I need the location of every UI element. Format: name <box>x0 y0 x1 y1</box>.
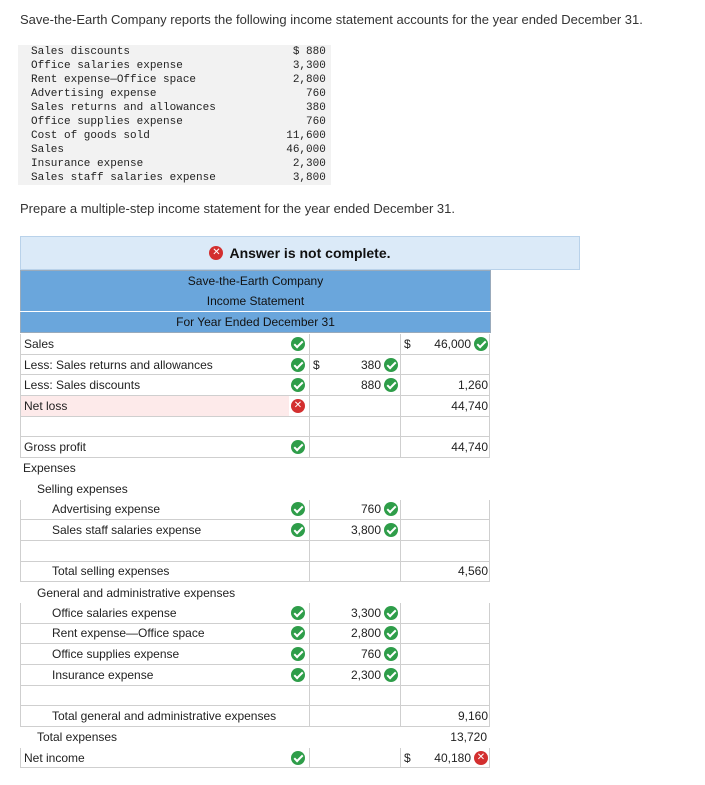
accounts-list <box>18 45 331 185</box>
total-value: 13,720 <box>450 730 487 745</box>
error-icon: ✕ <box>474 751 488 765</box>
account-amount: 11,600 <box>216 129 331 143</box>
income-statement-table <box>20 334 490 768</box>
row-check <box>289 562 307 582</box>
check-icon <box>291 337 305 351</box>
row-label-input: General and administrative expenses <box>37 585 236 600</box>
account-row <box>18 115 331 129</box>
total-input[interactable] <box>400 541 490 561</box>
row-label-input[interactable] <box>21 417 289 437</box>
amount-input <box>308 727 399 748</box>
total-value: 1,260 <box>457 378 488 393</box>
row-check <box>289 665 307 685</box>
row-check <box>289 500 307 520</box>
total-input[interactable] <box>400 562 490 582</box>
total-input[interactable] <box>400 706 490 726</box>
amount-input[interactable] <box>309 748 400 768</box>
row-label-input[interactable]: Office supplies expense <box>52 647 180 662</box>
amount-value: 760 <box>360 647 381 662</box>
row-check <box>289 437 307 457</box>
account-name: Sales discounts <box>18 45 216 59</box>
amount-input[interactable] <box>309 355 400 375</box>
statement-row <box>20 686 490 707</box>
check-icon <box>384 626 398 640</box>
account-row <box>18 143 331 157</box>
amount-value: 880 <box>360 378 381 393</box>
statement-row <box>20 396 490 417</box>
amount-input[interactable] <box>309 437 400 457</box>
statement-row <box>20 375 490 396</box>
account-amount: 3,300 <box>216 59 331 73</box>
account-amount: 380 <box>216 101 331 115</box>
statement-row <box>20 479 490 500</box>
account-name: Sales <box>18 143 216 157</box>
row-label-input[interactable]: Net loss <box>21 396 289 416</box>
account-row <box>18 59 331 73</box>
row-check <box>289 396 307 416</box>
row-check <box>289 624 307 644</box>
amount-value: 2,800 <box>350 626 381 641</box>
amount-value: 2,300 <box>350 667 381 682</box>
account-name: Cost of goods sold <box>18 129 216 143</box>
check-icon <box>384 502 398 516</box>
statement-row <box>20 417 490 438</box>
amount-value: 3,300 <box>350 605 381 620</box>
row-label-input: Expenses <box>23 461 76 476</box>
amount-input[interactable] <box>309 644 400 664</box>
problem-intro: Save-the-Earth Company reports the following income statement accounts for the year ended December 31. <box>20 12 643 27</box>
account-name: Insurance expense <box>18 157 216 171</box>
row-label-input: Total expenses <box>37 730 118 745</box>
check-icon <box>291 440 305 454</box>
account-name: Sales returns and allowances <box>18 101 216 115</box>
row-label-input[interactable]: Less: Sales discounts <box>24 378 141 393</box>
statement-row <box>20 644 490 665</box>
check-icon <box>291 358 305 372</box>
account-name: Office salaries expense <box>18 59 216 73</box>
answer-status-banner <box>20 236 580 270</box>
total-input[interactable] <box>400 417 490 437</box>
check-icon <box>291 751 305 765</box>
banner-text: Answer is not complete. <box>229 245 391 261</box>
amount-input[interactable] <box>309 334 400 354</box>
check-icon <box>291 668 305 682</box>
total-value: 44,740 <box>451 398 488 413</box>
dollar-sign: $ <box>313 357 320 372</box>
total-input <box>399 727 489 748</box>
statement-row <box>20 458 490 479</box>
row-check <box>289 520 307 540</box>
account-amount: 3,800 <box>216 171 331 185</box>
statement-row <box>20 706 490 727</box>
total-input[interactable] <box>400 437 490 457</box>
total-value: 4,560 <box>457 564 488 579</box>
account-amount: 760 <box>216 115 331 129</box>
total-input[interactable] <box>400 748 490 768</box>
row-label-input[interactable]: Advertising expense <box>52 502 161 517</box>
total-input[interactable] <box>400 396 490 416</box>
dollar-sign: $ <box>404 336 411 351</box>
total-value: 46,000 <box>434 336 471 351</box>
check-icon <box>384 606 398 620</box>
total-value: 9,160 <box>457 709 488 724</box>
row-label-input[interactable]: Total general and administrative expenses <box>52 709 277 724</box>
row-check <box>289 748 307 768</box>
check-icon <box>291 523 305 537</box>
account-row <box>18 171 331 185</box>
check-icon <box>384 378 398 392</box>
total-input[interactable] <box>400 624 490 644</box>
row-label-input[interactable]: Insurance expense <box>52 667 154 682</box>
total-input[interactable] <box>400 644 490 664</box>
total-input[interactable] <box>400 603 490 623</box>
statement-period: For Year Ended December 31 <box>20 312 491 333</box>
total-input[interactable] <box>400 665 490 685</box>
total-input[interactable] <box>400 520 490 540</box>
row-check <box>289 706 307 726</box>
company-name: Save-the-Earth Company <box>20 270 491 291</box>
statement-row <box>20 334 490 355</box>
total-value: 44,740 <box>451 440 488 455</box>
total-value: 40,180 <box>434 750 471 765</box>
account-name: Office supplies expense <box>18 115 216 129</box>
account-row <box>18 157 331 171</box>
total-input[interactable] <box>400 686 490 706</box>
account-row <box>18 101 331 115</box>
instruction-text: Prepare a multiple-step income statement for the year ended December 31. <box>20 201 456 216</box>
row-check <box>288 727 306 748</box>
check-icon <box>384 647 398 661</box>
row-check <box>289 417 307 437</box>
row-check <box>289 375 307 395</box>
row-label-input[interactable] <box>21 541 289 561</box>
amount-input[interactable] <box>309 706 400 726</box>
check-icon <box>384 668 398 682</box>
amount-input[interactable] <box>309 541 400 561</box>
statement-row <box>20 437 490 458</box>
statement-title: Income Statement <box>20 291 491 311</box>
row-check <box>289 686 307 706</box>
total-input[interactable] <box>400 500 490 520</box>
statement-row <box>20 541 490 562</box>
account-amount: 46,000 <box>216 143 331 157</box>
total-input[interactable] <box>400 334 490 354</box>
error-icon: ✕ <box>209 246 223 260</box>
check-icon <box>384 523 398 537</box>
row-label-input[interactable]: Less: Sales returns and allowances <box>24 357 213 372</box>
row-label-input[interactable]: Total selling expenses <box>52 564 170 579</box>
dollar-sign: $ <box>404 750 411 765</box>
row-label-input: Selling expenses <box>37 482 128 497</box>
total-input[interactable] <box>400 375 490 395</box>
amount-input[interactable] <box>309 603 400 623</box>
row-check <box>288 458 306 479</box>
account-name: Rent expense—Office space <box>18 73 216 87</box>
row-label-input[interactable]: Gross profit <box>24 440 87 455</box>
statement-row <box>20 355 490 376</box>
amount-input[interactable] <box>309 624 400 644</box>
error-icon: ✕ <box>291 399 305 413</box>
check-icon <box>291 502 305 516</box>
row-label-input[interactable]: Sales <box>24 336 55 351</box>
account-amount: 2,800 <box>216 73 331 87</box>
amount-input[interactable] <box>309 562 400 582</box>
account-name: Advertising expense <box>18 87 216 101</box>
amount-input[interactable] <box>309 396 400 416</box>
account-row <box>18 87 331 101</box>
row-check <box>289 644 307 664</box>
check-icon <box>291 626 305 640</box>
amount-value: 3,800 <box>350 523 381 538</box>
row-label-input[interactable]: Sales staff salaries expense <box>52 523 202 538</box>
amount-input[interactable] <box>309 665 400 685</box>
statement-row <box>20 748 490 769</box>
row-check <box>289 355 307 375</box>
statement-row <box>20 727 490 748</box>
check-icon <box>291 647 305 661</box>
account-row <box>18 45 331 59</box>
row-check <box>289 334 307 354</box>
row-check <box>289 603 307 623</box>
check-icon <box>291 378 305 392</box>
check-icon <box>474 337 488 351</box>
row-check <box>288 479 306 500</box>
statement-row <box>20 562 490 583</box>
statement-row <box>20 603 490 624</box>
row-check <box>288 582 306 603</box>
amount-value: 760 <box>360 502 381 517</box>
amount-input[interactable] <box>309 417 400 437</box>
statement-row <box>20 520 490 541</box>
statement-row <box>20 665 490 686</box>
amount-input[interactable] <box>309 520 400 540</box>
total-input[interactable] <box>400 355 490 375</box>
row-label-input[interactable] <box>21 686 289 706</box>
account-row <box>18 73 331 87</box>
amount-input[interactable] <box>309 686 400 706</box>
statement-row <box>20 624 490 645</box>
check-icon <box>291 606 305 620</box>
row-check <box>289 541 307 561</box>
amount-input[interactable] <box>309 500 400 520</box>
amount-value: 380 <box>360 357 381 372</box>
account-amount: 2,300 <box>216 157 331 171</box>
statement-row <box>20 500 490 521</box>
row-label-input[interactable]: Rent expense—Office space <box>52 626 205 641</box>
account-row <box>18 129 331 143</box>
statement-row <box>20 582 490 603</box>
account-name: Sales staff salaries expense <box>18 171 216 185</box>
row-label-input[interactable]: Net income <box>24 750 85 765</box>
row-label-input[interactable]: Office salaries expense <box>52 605 177 620</box>
amount-input[interactable] <box>309 375 400 395</box>
check-icon <box>384 358 398 372</box>
account-amount: 760 <box>216 87 331 101</box>
account-amount: $ 880 <box>216 45 331 59</box>
